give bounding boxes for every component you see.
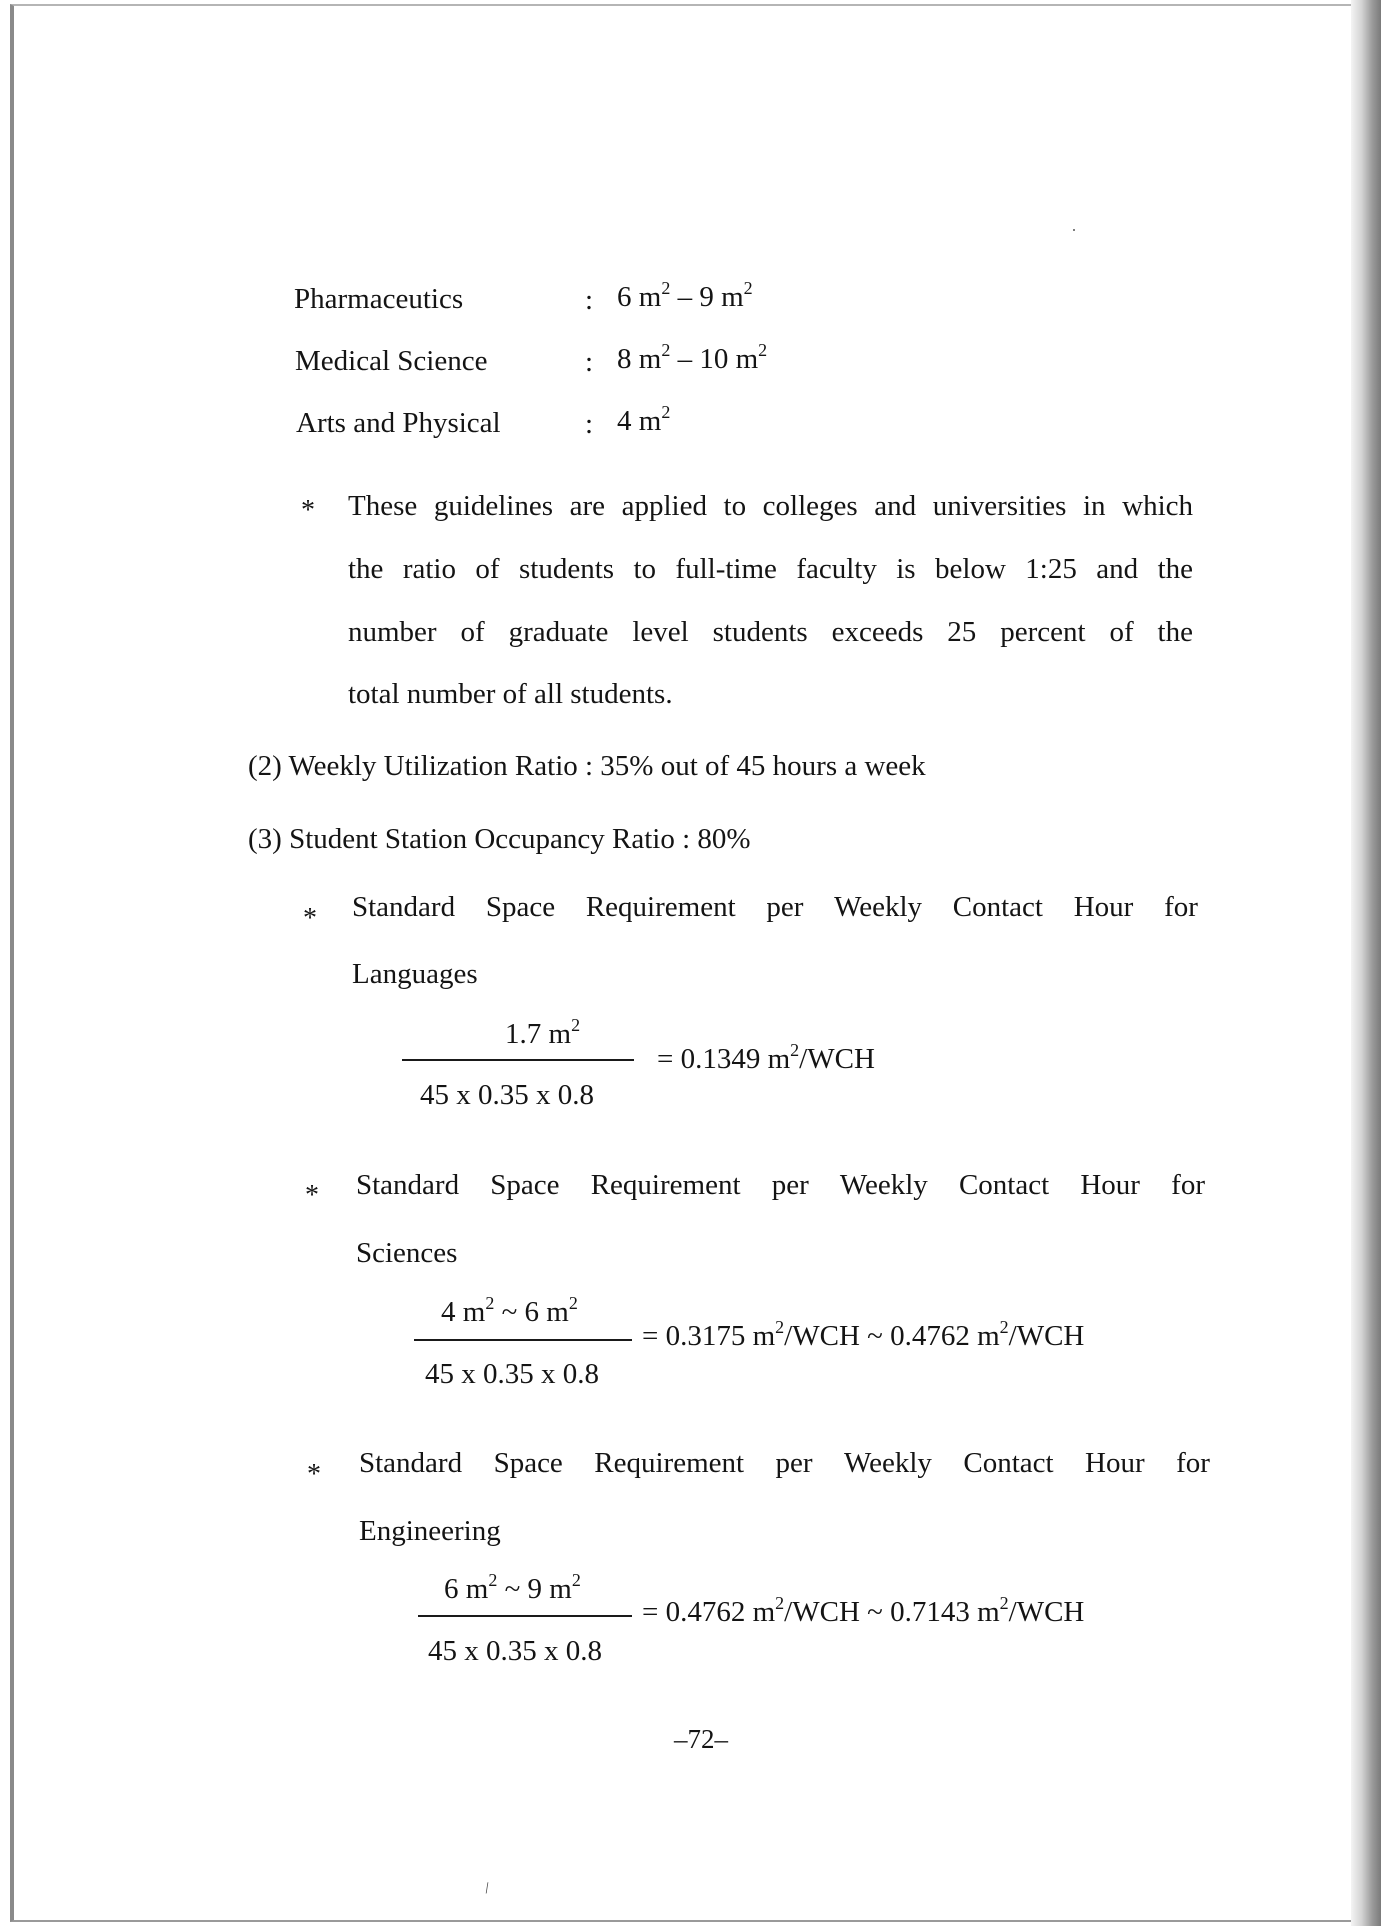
standard-heading: Standard Space Requirement per Weekly Contact Hour for: [359, 1447, 1210, 1479]
page-edge-shadow: [1351, 0, 1381, 1926]
ratio-label-medical-science: Medical Science: [295, 345, 488, 377]
fraction-result: = 0.1349 $m^2$/WCH: [657, 1040, 875, 1075]
page-number: –72–: [674, 1724, 728, 1754]
fraction-numerator: 6 $m^2$ ~ 9 $m^2$: [444, 1570, 581, 1605]
field-sciences: Sciences: [356, 1237, 458, 1269]
note-line: total number of all students.: [348, 678, 673, 710]
ratio-value-arts-physical: 4 $m^2$: [617, 402, 671, 437]
standard-asterisk: *: [305, 1180, 319, 1211]
fraction-result: = 0.3175 $m^2$/WCH ~ 0.4762 $m^2$/WCH: [642, 1317, 1085, 1352]
fraction-bar: [414, 1339, 632, 1341]
item-station-occupancy: (3) Student Station Occupancy Ratio : 80%: [248, 823, 751, 855]
ratio-value-medical-science: 8 $m^2 - 10$ $m^2$: [617, 340, 768, 375]
field-languages: Languages: [352, 958, 478, 990]
ratio-value-pharmaceutics: 6 $m^2 - 9$ $m^2$: [617, 278, 753, 313]
note-line: These guidelines are applied to colleges and universities in which: [348, 490, 1193, 522]
fraction-denominator: 45 x 0.35 x 0.8: [420, 1079, 594, 1111]
fraction-denominator: 45 x 0.35 x 0.8: [425, 1358, 599, 1390]
fraction-bar: [418, 1615, 632, 1617]
ratio-label-pharmaceutics: Pharmaceutics: [294, 283, 464, 315]
item-weekly-utilization: (2) Weekly Utilization Ratio : 35% out of 45 hours a week: [248, 750, 926, 782]
note-asterisk: *: [301, 495, 315, 526]
ratio-label-arts-physical: Arts and Physical: [296, 407, 501, 439]
fraction-numerator: 4 $m^2$ ~ 6 $m^2$: [441, 1293, 578, 1328]
scan-speck: [1073, 229, 1075, 231]
ratio-colon: :: [585, 346, 594, 378]
ratio-colon: :: [585, 284, 594, 316]
field-engineering: Engineering: [359, 1515, 501, 1547]
fraction-denominator: 45 x 0.35 x 0.8: [428, 1635, 602, 1667]
fraction-result: = 0.4762 $m^2$/WCH ~ 0.7143 $m^2$/WCH: [642, 1593, 1085, 1628]
standard-heading: Standard Space Requirement per Weekly Contact Hour for: [356, 1169, 1205, 1201]
note-line: the ratio of students to full-time faculty is below 1:25 and the: [348, 553, 1193, 585]
standard-asterisk: *: [303, 903, 317, 934]
scan-mark: /: [483, 1879, 491, 1898]
standard-heading: Standard Space Requirement per Weekly Contact Hour for: [352, 891, 1198, 923]
note-line: number of graduate level students exceeds 25 percent of the: [348, 616, 1193, 648]
standard-asterisk: *: [307, 1459, 321, 1490]
fraction-bar: [402, 1059, 634, 1061]
fraction-numerator: 1.7 $m^2$: [505, 1015, 581, 1050]
ratio-colon: :: [585, 408, 594, 440]
